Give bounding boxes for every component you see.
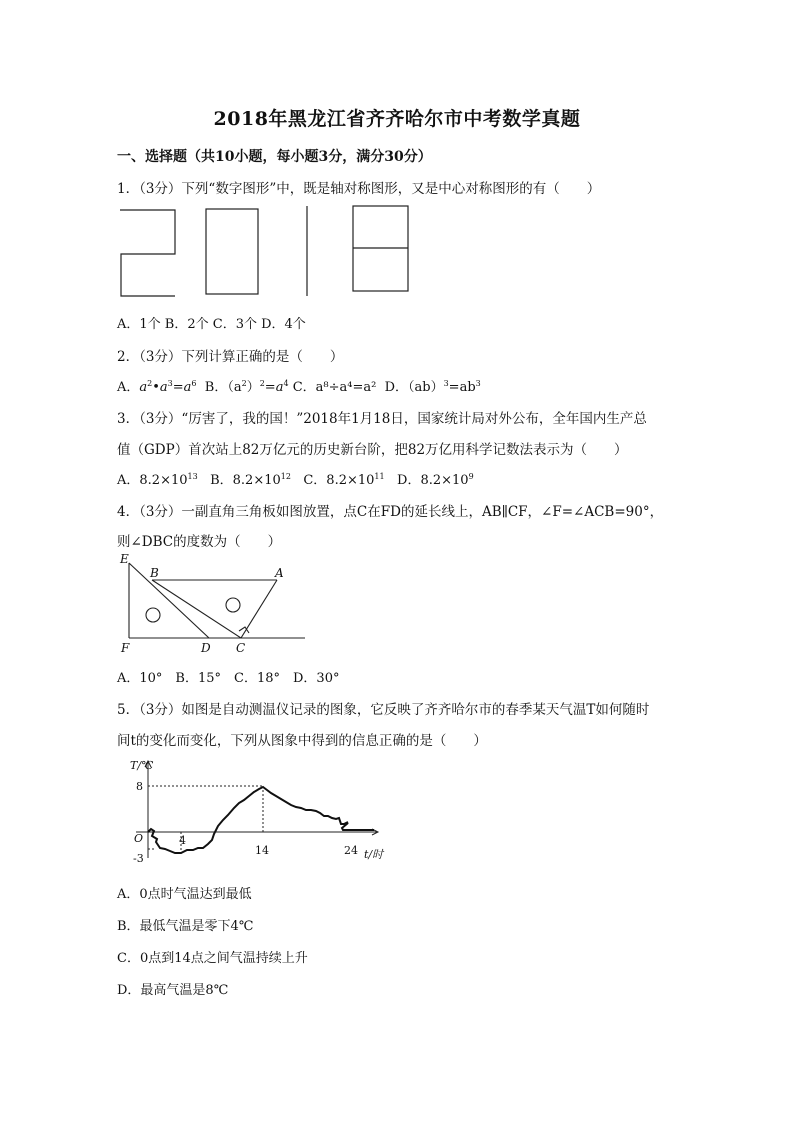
digit-2-figure — [120, 210, 175, 296]
question-4-line-1: 4．（3分）一副直角三角板如图放置，点C在FD的延长线上，AB∥CF，∠F=∠ACB=90°， — [117, 504, 664, 520]
question-1-options: A．1个 B．2个 C．3个 D．4个 — [117, 317, 306, 332]
y-tick-8: 8 — [136, 780, 143, 793]
hole-right — [226, 598, 240, 612]
question-2-options: A．$a^2•a^3=a^6$ B．$(a^2)^2=a^4$ C．a⁸÷a⁴=a² D．$(ab)^3=ab^3$ — [117, 379, 481, 395]
question-5-option-c: C．0点到14点之间气温持续上升 — [117, 951, 308, 966]
question-5-line-1: 5．（3分）如图是自动测温仪记录的图象，它反映了齐齐哈尔市的春季某天气温T如何随时 — [117, 702, 650, 718]
y-tick-minus3: -3 — [133, 852, 144, 865]
question-5-option-a: A．0点时气温达到最低 — [117, 887, 252, 902]
question-3-line-1: 3．（3分）“厉害了，我的国！”2018年1月18日，国家统计局对外公布，全年国内生产总 — [117, 411, 647, 427]
temperature-graph — [128, 758, 398, 868]
label-d: D — [201, 641, 211, 655]
question-3-options: A．$8.2\times 10^{13}$ B．$8.2\times 10^{12}$ C．$8.2\times 10^{11}$ D．$8.2\times 10^9$ — [117, 472, 474, 488]
question-2-stem: 2．（3分）下列计算正确的是（ ） — [117, 349, 344, 365]
x-tick-24: 24 — [344, 844, 358, 857]
question-5-option-d: D．最高气温是8℃ — [117, 983, 229, 998]
question-3-line-2: 值（GDP）首次站上82万亿元的历史新台阶，把82万亿用科学记数法表示为（ ） — [117, 442, 628, 458]
question-5-line-2: 间t的变化而变化，下列从图象中得到的信息正确的是（ ） — [117, 733, 487, 749]
label-e: E — [120, 552, 129, 566]
digit-0-figure — [206, 209, 258, 294]
label-a: A — [275, 566, 284, 580]
hole-left — [146, 608, 160, 622]
x-tick-4: 4 — [179, 834, 186, 847]
origin-label: O — [134, 832, 144, 845]
x-tick-14: 14 — [255, 844, 269, 857]
label-c: C — [236, 641, 246, 655]
question-4-options: A．10° B．15° C．18° D．30° — [117, 671, 340, 686]
question-4-line-2: 则∠DBC的度数为（ ） — [117, 534, 282, 550]
edge-ed — [129, 563, 209, 638]
label-b: B — [150, 566, 159, 580]
section-heading: 一、选择题（共10小题，每小题3分，满分30分） — [117, 149, 432, 165]
question-5-option-b: B．最低气温是零下4℃ — [117, 919, 254, 934]
digit-figures — [118, 204, 418, 298]
x-axis-label: t/时 — [364, 848, 384, 861]
page-title: 2018年黑龙江省齐齐哈尔市中考数学真题 — [213, 108, 581, 130]
label-f: F — [121, 641, 130, 655]
y-axis-label: T/℃ — [130, 759, 154, 772]
question-1-stem: 1．（3分）下列“数字图形”中，既是轴对称图形，又是中心对称图形的有（ ） — [117, 181, 601, 197]
triangle-figure — [115, 553, 310, 658]
